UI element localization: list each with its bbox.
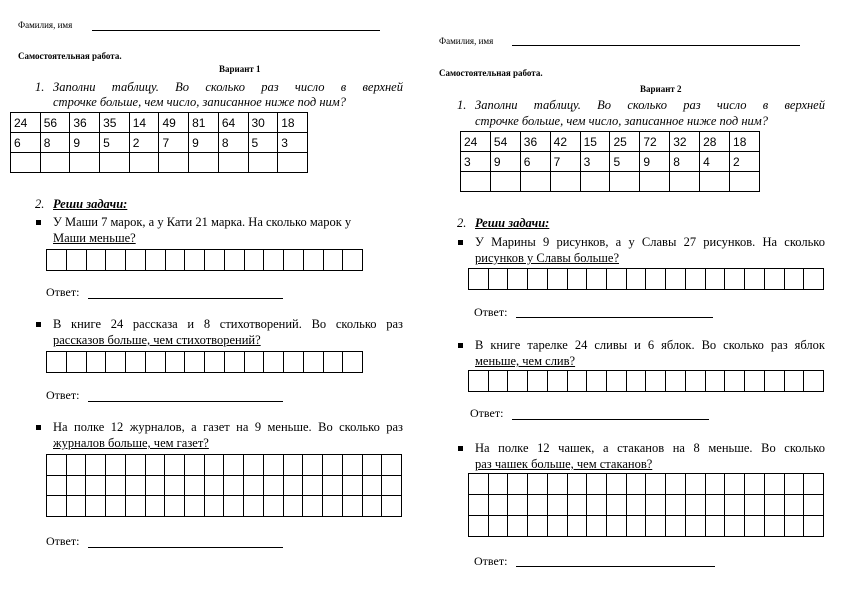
table-cell: 8	[40, 133, 70, 153]
table-cell: 2	[129, 133, 159, 153]
problem3-line1: На полке 12 журналов, а газет на 9 меньше. Во сколько раз	[53, 420, 403, 434]
table-cell: 5	[248, 133, 278, 153]
work-title: Самостоятельная работа.	[439, 68, 543, 78]
table-cell: 18	[730, 132, 760, 152]
table-cell: 56	[40, 113, 70, 133]
table-row-answer[interactable]	[11, 153, 308, 173]
answer-cell[interactable]	[40, 153, 70, 173]
answer-line[interactable]	[512, 419, 709, 420]
table-cell: 35	[100, 113, 130, 133]
table-cell: 6	[520, 152, 550, 172]
table-cell: 2	[730, 152, 760, 172]
table-cell: 32	[670, 132, 700, 152]
problem2-line1: В книге 24 рассказа и 8 стихотворений. Во сколько раз	[53, 317, 403, 331]
problem3-line2: раз чашек больше, чем стаканов?	[475, 457, 653, 471]
answer-cell[interactable]	[248, 153, 278, 173]
table-cell: 36	[70, 113, 100, 133]
problem2-line2: рассказов больше, чем стихотворений?	[53, 333, 261, 347]
table-cell: 36	[520, 132, 550, 152]
table-cell: 8	[218, 133, 248, 153]
answer-line[interactable]	[88, 547, 283, 548]
table-cell: 42	[550, 132, 580, 152]
table-cell: 9	[189, 133, 219, 153]
name-line[interactable]	[512, 45, 800, 46]
answer-cell[interactable]	[610, 172, 640, 192]
answer-grid[interactable]	[46, 454, 402, 517]
task2-title: Реши задачи:	[53, 197, 128, 211]
task1-line2: строчке больше, чем число, записанное ниже под ним?	[475, 114, 768, 128]
answer-line[interactable]	[516, 317, 713, 318]
name-label: Фамилия, имя	[439, 36, 494, 46]
answer-label: Ответ:	[474, 305, 508, 319]
bullet-icon	[36, 322, 41, 327]
table-cell: 81	[189, 113, 219, 133]
problem1-line2: Маши меньше?	[53, 231, 136, 245]
task2-number: 2.	[457, 216, 467, 230]
task1-number: 1.	[35, 80, 45, 94]
problem3-line1: На полке 12 чашек, а стаканов на 8 меньше. Во сколько	[475, 441, 825, 455]
table-cell: 15	[580, 132, 610, 152]
answer-cell[interactable]	[11, 153, 41, 173]
answer-cell[interactable]	[640, 172, 670, 192]
table-cell: 9	[640, 152, 670, 172]
task2-number: 2.	[35, 197, 45, 211]
name-label: Фамилия, имя	[18, 20, 73, 30]
answer-label: Ответ:	[470, 406, 504, 420]
table-cell: 6	[11, 133, 41, 153]
table-cell: 5	[100, 133, 130, 153]
table-cell: 72	[640, 132, 670, 152]
answer-label: Ответ:	[46, 388, 80, 402]
answer-line[interactable]	[88, 401, 283, 402]
table-cell: 14	[129, 113, 159, 133]
answer-cell[interactable]	[278, 153, 308, 173]
name-line[interactable]	[92, 30, 380, 31]
answer-grid[interactable]	[46, 249, 363, 271]
table-cell: 9	[490, 152, 520, 172]
answer-cell[interactable]	[100, 153, 130, 173]
bullet-icon	[458, 240, 463, 245]
answer-label: Ответ:	[46, 534, 80, 548]
answer-grid[interactable]	[468, 370, 824, 392]
answer-cell[interactable]	[700, 172, 730, 192]
answer-grid[interactable]	[46, 351, 363, 373]
bullet-icon	[36, 425, 41, 430]
table-cell: 64	[218, 113, 248, 133]
table-cell: 4	[700, 152, 730, 172]
answer-label: Ответ:	[474, 554, 508, 568]
table-cell: 8	[670, 152, 700, 172]
table-cell: 25	[610, 132, 640, 152]
answer-label: Ответ:	[46, 285, 80, 299]
answer-cell[interactable]	[580, 172, 610, 192]
answer-cell[interactable]	[520, 172, 550, 192]
bullet-icon	[458, 446, 463, 451]
problem1-line1: У Марины 9 рисунков, а у Славы 27 рисунков. На сколько	[475, 235, 825, 249]
task2-title: Реши задачи:	[475, 216, 550, 230]
table-cell: 18	[278, 113, 308, 133]
answer-line[interactable]	[516, 566, 715, 567]
table-cell: 28	[700, 132, 730, 152]
table-cell: 24	[11, 113, 41, 133]
task1-line2: строчке больше, чем число, записанное ниже под ним?	[53, 95, 346, 109]
task1-line1: Заполни таблицу. Во сколько раз число в верхней	[475, 98, 825, 112]
table-cell: 7	[159, 133, 189, 153]
table-cell: 3	[461, 152, 491, 172]
answer-cell[interactable]	[129, 153, 159, 173]
table-cell: 24	[461, 132, 491, 152]
problem2-line2: меньше, чем слив?	[475, 354, 576, 368]
table-row-answer[interactable]	[461, 172, 760, 192]
table-cell: 9	[70, 133, 100, 153]
answer-cell[interactable]	[670, 172, 700, 192]
work-title: Самостоятельная работа.	[18, 51, 122, 61]
answer-grid[interactable]	[468, 268, 824, 290]
task1-line1: Заполни таблицу. Во сколько раз число в верхней	[53, 80, 403, 94]
problem2-line1: В книге тарелке 24 сливы и 6 яблок. Во сколько раз яблок	[475, 338, 825, 352]
table-cell: 54	[490, 132, 520, 152]
answer-cell[interactable]	[218, 153, 248, 173]
problem1-line2: рисунков у Славы больше?	[475, 251, 620, 265]
problem3-line2: журналов больше, чем газет?	[53, 436, 209, 450]
answer-line[interactable]	[88, 298, 283, 299]
answer-cell[interactable]	[189, 153, 219, 173]
table-row-bottom	[11, 133, 308, 153]
table-cell: 7	[550, 152, 580, 172]
answer-cell[interactable]	[550, 172, 580, 192]
answer-cell[interactable]	[490, 172, 520, 192]
answer-grid[interactable]	[468, 473, 824, 537]
table-row-top	[461, 132, 760, 152]
bullet-icon	[458, 343, 463, 348]
division-table	[10, 112, 308, 173]
answer-cell[interactable]	[70, 153, 100, 173]
task1-number: 1.	[457, 98, 467, 112]
answer-cell[interactable]	[730, 172, 760, 192]
table-cell: 3	[278, 133, 308, 153]
bullet-icon	[36, 220, 41, 225]
variant-label: Вариант 2	[640, 84, 682, 94]
table-row-bottom	[461, 152, 760, 172]
table-cell: 5	[610, 152, 640, 172]
problem1-line1: У Маши 7 марок, а у Кати 21 марка. На сколько марок у	[53, 215, 352, 229]
answer-cell[interactable]	[461, 172, 491, 192]
division-table	[460, 131, 760, 192]
table-cell: 3	[580, 152, 610, 172]
variant-label: Вариант 1	[219, 64, 261, 74]
table-cell: 30	[248, 113, 278, 133]
table-row-top	[11, 113, 308, 133]
table-cell: 49	[159, 113, 189, 133]
answer-cell[interactable]	[159, 153, 189, 173]
